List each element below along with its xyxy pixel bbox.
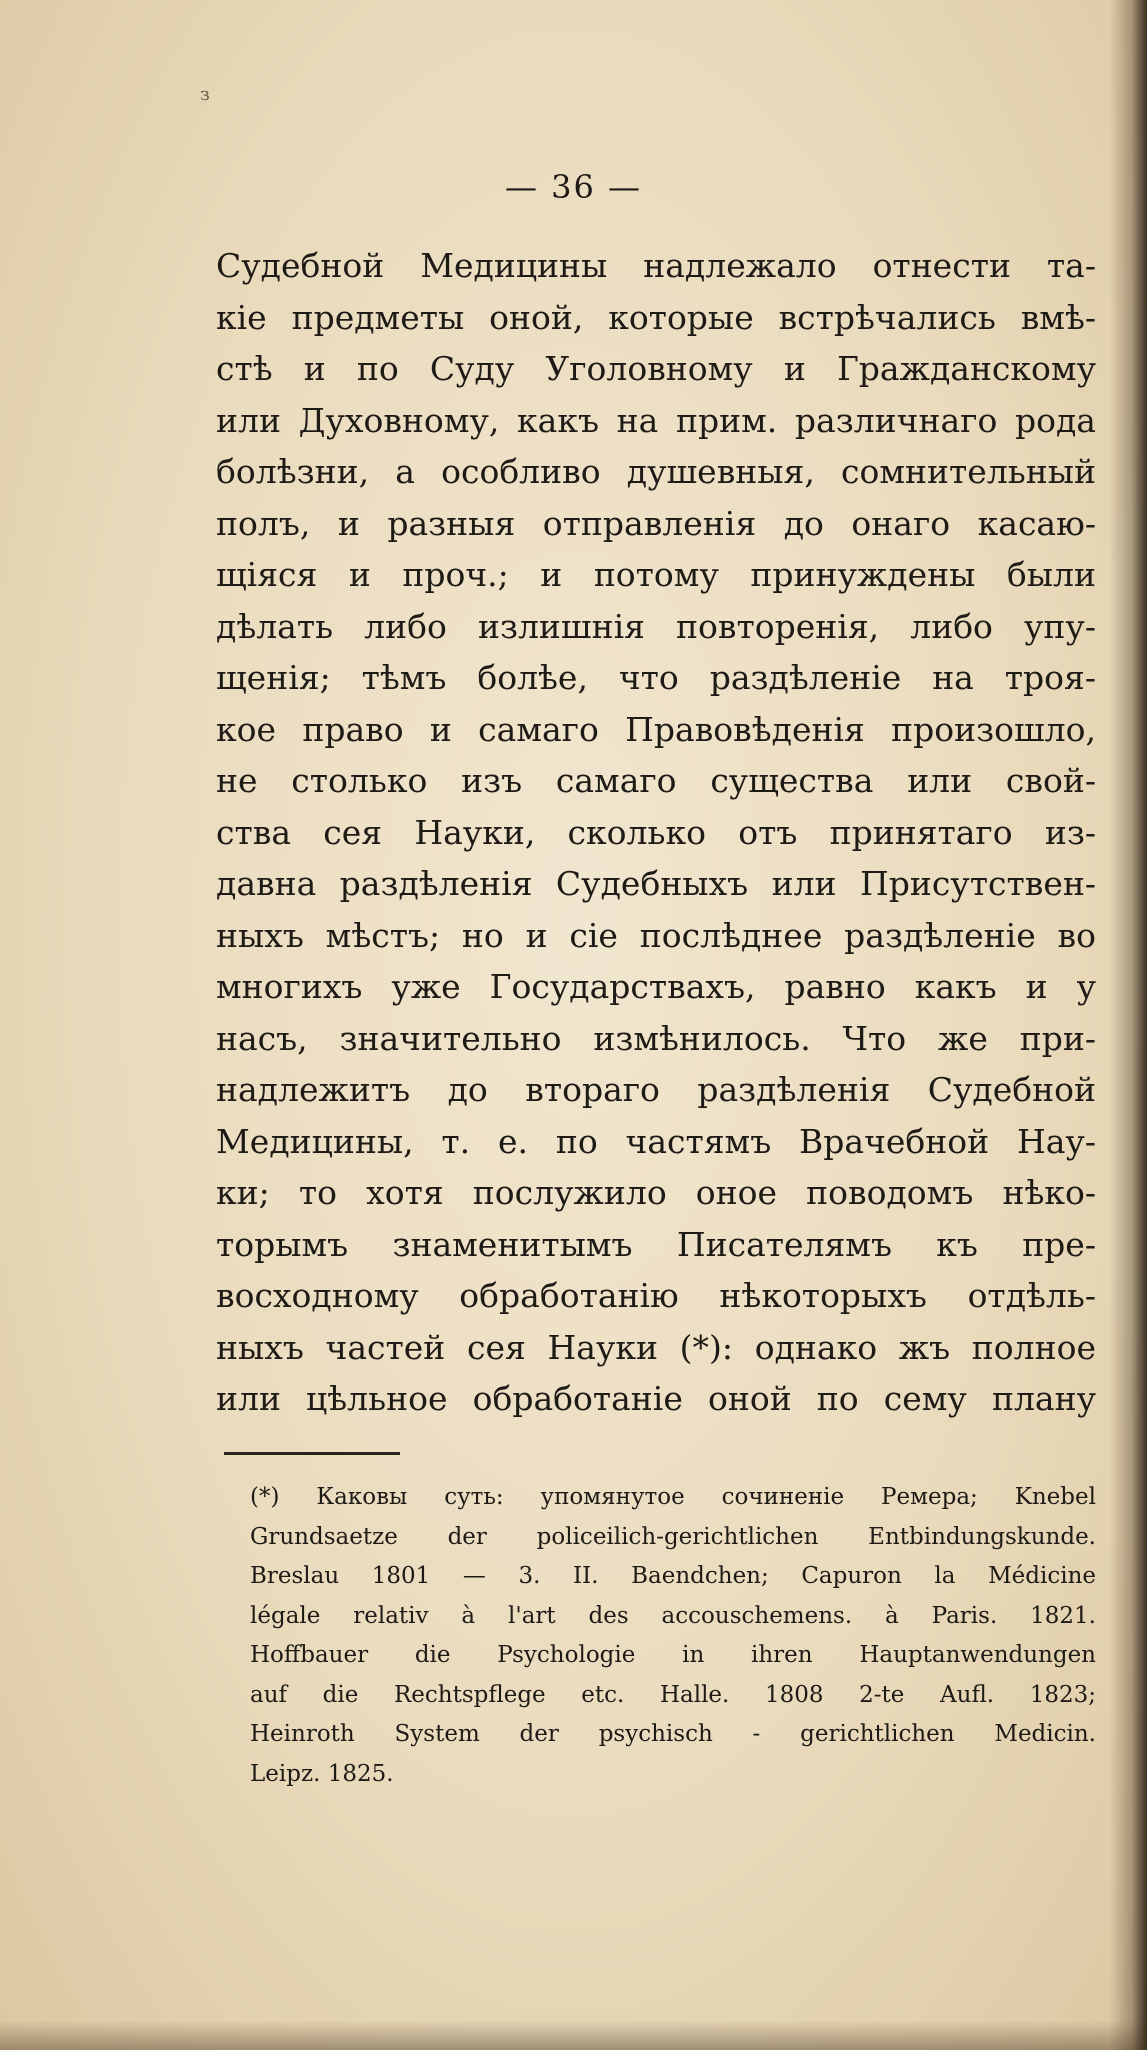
footnote-line: Breslau 1801 — 3. II. Baendchen; Capuron la Médicine <box>250 1563 1096 1589</box>
text-line: или цѣльное обработаніе оной по сему плану <box>216 1379 1096 1418</box>
text-line: многихъ уже Государствахъ, равно какъ и у <box>216 967 1096 1006</box>
text-line: насъ, значительно измѣнилось. Что же при- <box>216 1018 1096 1058</box>
text-line: стѣ и по Суду Уголовному и Гражданскому <box>216 349 1096 388</box>
footnote-line: Heinroth System der psychisch - gerichtlichen Medicin. <box>250 1721 1096 1747</box>
page-edge-shadow <box>1109 0 1147 2050</box>
text-line: болѣзни, а особливо душевныя, сомнительный <box>216 452 1096 491</box>
footnote-line: auf die Rechtspflege etc. Halle. 1808 2-te Aufl. 1823; <box>250 1681 1096 1708</box>
footnote-line: Hoffbauer die Psychologie in ihren Hauptanwendungen <box>250 1642 1096 1668</box>
footnote-line: (*) Каковы суть: упомянутое сочиненіе Ремера; Knebel <box>250 1484 1096 1510</box>
text-line: давна раздѣленія Судебныхъ или Присутствен- <box>216 864 1096 903</box>
text-line: не столько изъ самаго существа или свой- <box>216 761 1096 800</box>
footnote-divider <box>224 1452 400 1455</box>
footnote-line: Leipz. 1825. <box>250 1760 394 1787</box>
text-line: щенія; тѣмъ болѣе, что раздѣленіе на троя- <box>216 658 1096 697</box>
text-line: Судебной Медицины надлежало отнести та- <box>216 246 1096 285</box>
text-line: ныхъ мѣстъ; но и сіе послѣднее раздѣленіе во <box>216 915 1096 955</box>
text-line: ства сея Науки, сколько отъ принятаго из- <box>216 812 1096 852</box>
text-line: полъ, и разныя отправленія до онаго касаю- <box>216 503 1096 543</box>
text-line: Медицины, т. е. по частямъ Врачебной Нау- <box>216 1121 1096 1161</box>
footnote-line: Grundsaetze der policeilich-gerichtlichen Entbindungskunde. <box>250 1523 1096 1550</box>
footnote-line: légale relativ à l'art des accouschemens. à Paris. 1821. <box>250 1602 1096 1629</box>
footnote <box>250 1478 1096 1794</box>
text-line: торымъ знаменитымъ Писателямъ къ пре- <box>216 1224 1096 1264</box>
page-number: — 36 — <box>504 168 643 206</box>
text-line: дѣлать либо излишнія повторенія, либо упу- <box>216 606 1096 646</box>
text-line: щіяся и проч.; и потому принуждены были <box>216 555 1096 594</box>
text-line: ки; то хотя послужило оное поводомъ нѣко- <box>216 1173 1096 1212</box>
text-line: кіе предметы оной, которые встрѣчались вмѣ- <box>216 297 1096 337</box>
body-text <box>216 240 1096 1425</box>
text-line: ныхъ частей сея Науки (*): однако жъ полное <box>216 1327 1096 1367</box>
corner-mark: з <box>200 84 210 105</box>
text-line: восходному обработанію нѣкоторыхъ отдѣль- <box>216 1276 1096 1315</box>
page-bottom-shadow <box>0 2020 1147 2050</box>
text-line: кое право и самаго Правовѣденія произошло, <box>216 709 1096 749</box>
text-line: надлежитъ до втораго раздѣленія Судебной <box>216 1070 1096 1109</box>
text-line: или Духовному, какъ на прим. различнаго рода <box>216 400 1096 440</box>
